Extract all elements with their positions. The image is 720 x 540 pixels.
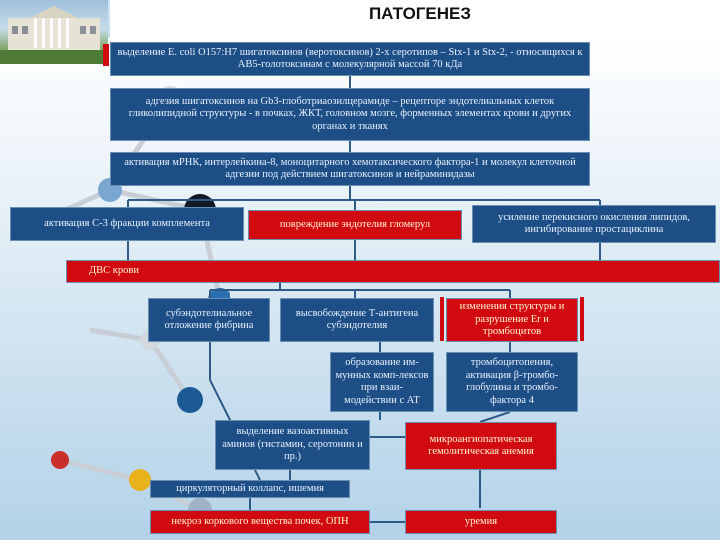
- node-dic: ДВС крови: [66, 260, 720, 283]
- node-immune-complexes: образование им-мунных комп-лексов при взаи-модействии с АТ: [330, 352, 434, 412]
- node-er-platelet-damage: изменения структуры и разрушение Er и тромбоцитов: [446, 298, 578, 342]
- node-lipid-peroxidation: усиление перекисного окисления липидов, ингибирование простациклина: [472, 205, 716, 243]
- node-fibrin-deposition: субэндотелиальное отложение фибрина: [148, 298, 270, 342]
- node-glomerular-damage: повреждение эндотелия гломерул: [248, 210, 462, 240]
- node-t-antigen-release: высвобождение Т-антигена субэндотелия: [280, 298, 434, 342]
- node-complement-activation: активация С-3 фракции комплемента: [10, 207, 244, 241]
- node-renal-necrosis: некроз коркового вещества почек, ОПН: [150, 510, 370, 534]
- node-stx-release: выделение E. coli O157:H7 шигатоксинов (веротоксинов) 2-х серотипов – Stx-1 и Stx-2, - относящихся к АВ5-голотоксинам с молекулярной массой 70 кДа: [110, 42, 590, 76]
- node-vasoactive-amines: выделение вазоактивных аминов (гистамин, серотонин и пр.): [215, 420, 370, 470]
- node-mrna-activation: активация мРНК, интерлейкина-8, моноцитарного хемотаксического фактора-1 и молекул клеточной адгезии под действием шигатоксинов и нейраминидазы: [110, 152, 590, 186]
- node-uremia: уремия: [405, 510, 557, 534]
- node-thrombocytopenia: тромбоцитопения, активация β-тромбо-глобулина и тромбо-фактора 4: [446, 352, 578, 412]
- node-toxin-adhesion: адгезия шигатоксинов на Gb3-глоботриаозилцерамиде – рецепторе эндотелиальных клеток гликолипидной структуры - в почках, ЖКТ, головном мозге, форменных элементах крови и других органах и тканях: [110, 88, 590, 141]
- node-hemolytic-anemia: микроангиопатическая гемолитическая анемия: [405, 422, 557, 470]
- page-title: ПАТОГЕНЕЗ: [368, 4, 472, 23]
- node-circulatory-collapse: циркуляторный коллапс, ишемия: [150, 480, 350, 498]
